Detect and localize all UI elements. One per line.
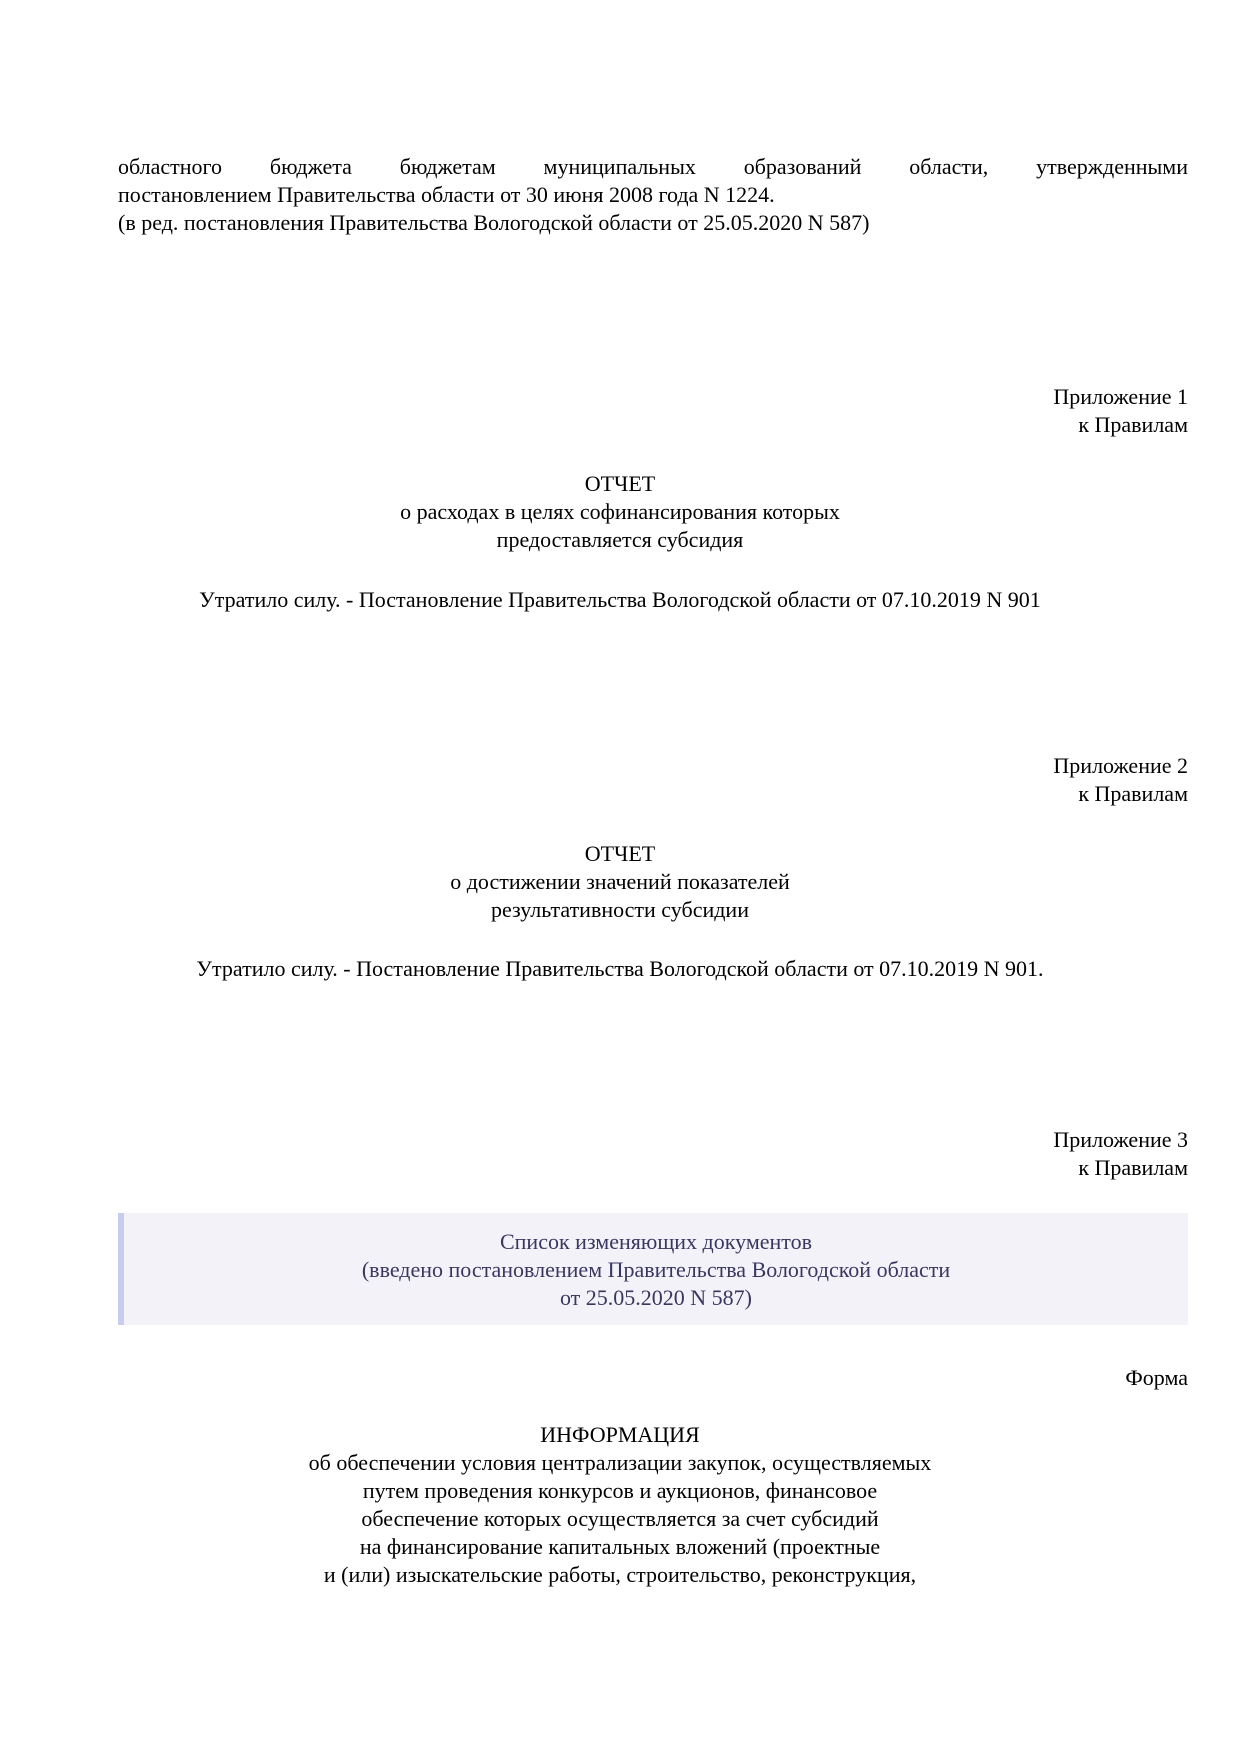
word: муниципальных	[543, 154, 696, 179]
word: утвержденными	[1036, 154, 1188, 179]
word: образований	[743, 154, 862, 179]
word: бюджета	[269, 154, 352, 179]
intro-line-2: постановлением Правительства области от 30 июня 2008 года N 1224.	[118, 182, 775, 207]
intro-line-1	[118, 153, 1188, 181]
word: области,	[909, 154, 989, 179]
info-subtitle-2: путем проведения конкурсов и аукционов, финансовое	[362, 1478, 878, 1503]
changes-box-title: Список изменяющих документов	[499, 1229, 812, 1254]
appendix-2-subtitle-2: результативности субсидии	[491, 897, 749, 922]
word: областного	[118, 154, 223, 179]
appendix-2-status: Утратило силу. - Постановление Правительства Вологодской области от 07.10.2019 N 901.	[196, 956, 1044, 981]
info-subtitle-4: на финансирование капитальных вложений (проектные	[359, 1534, 881, 1559]
changes-box-line-2: (введено постановлением Правительства Вологодской области	[361, 1257, 951, 1282]
changes-box	[118, 1213, 1188, 1325]
appendix-1-subtitle-1: о расходах в целях софинансирования которых	[400, 499, 840, 524]
appendix-2-to-rules: к Правилам	[1078, 781, 1188, 806]
info-subtitle-3: обеспечение которых осуществляется за счет субсидий	[361, 1506, 879, 1531]
info-title: ИНФОРМАЦИЯ	[540, 1422, 700, 1447]
appendix-2-subtitle-1: о достижении значений показателей	[450, 869, 790, 894]
appendix-2-title: ОТЧЕТ	[584, 841, 656, 866]
info-subtitle-5: и (или) изыскательские работы, строительство, реконструкция,	[323, 1562, 917, 1587]
appendix-1-title: ОТЧЕТ	[584, 471, 656, 496]
appendix-2-label: Приложение 2	[1053, 753, 1188, 778]
appendix-1-subtitle-2: предоставляется субсидия	[496, 527, 744, 552]
appendix-1-label: Приложение 1	[1053, 384, 1188, 409]
form-label: Форма	[1125, 1365, 1188, 1390]
appendix-1-status: Утратило силу. - Постановление Правительства Вологодской области от 07.10.2019 N 901	[199, 587, 1041, 612]
amendment-note: (в ред. постановления Правительства Вологодской области от 25.05.2020 N 587)	[118, 210, 870, 235]
appendix-3-label: Приложение 3	[1053, 1127, 1188, 1152]
changes-box-line-3: от 25.05.2020 N 587)	[559, 1285, 753, 1310]
appendix-1-to-rules: к Правилам	[1078, 412, 1188, 437]
word: бюджетам	[399, 154, 496, 179]
info-subtitle-1: об обеспечении условия централизации закупок, осуществляемых	[308, 1450, 932, 1475]
appendix-3-to-rules: к Правилам	[1078, 1155, 1188, 1180]
